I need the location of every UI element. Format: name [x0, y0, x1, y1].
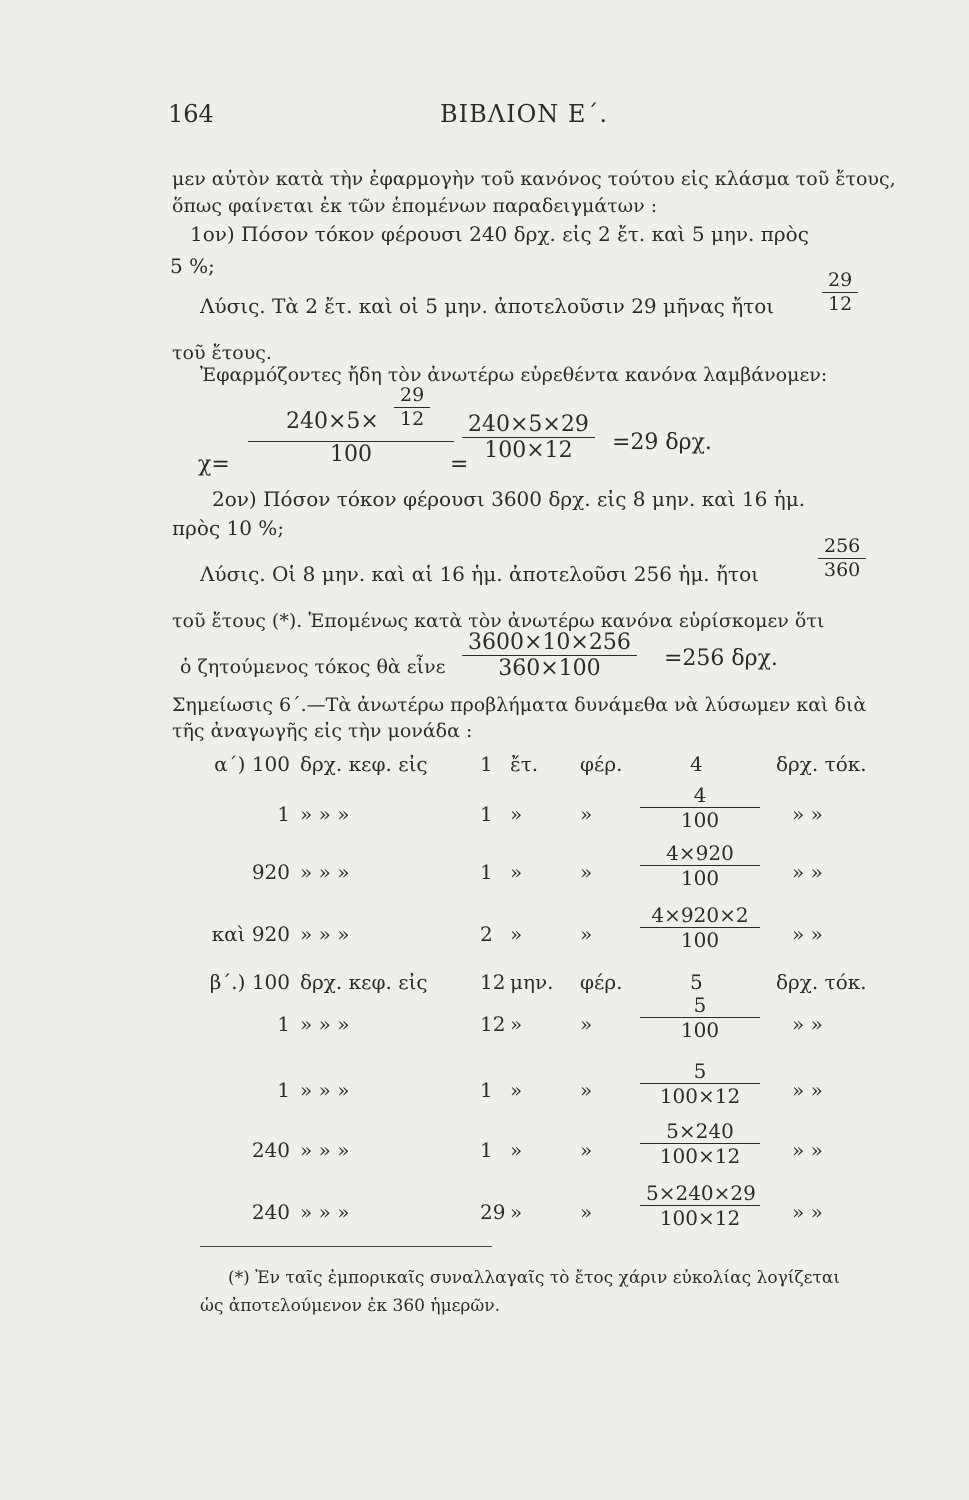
ex1-main-den: 100 — [330, 442, 372, 467]
ex2-frac-den: 360 — [824, 558, 861, 581]
table-a-row-frac-den: 100 — [680, 928, 720, 952]
table-a-row-n: 2 — [480, 922, 493, 946]
footnote-rule — [200, 1246, 492, 1247]
ex2-result-fraction — [462, 630, 637, 683]
intro-line-2: ὅπως φαίνεται ἐκ τῶν ἑπομένων παραδειγμάτων : — [172, 195, 658, 217]
ex1-main-num-prefix: 240×5× — [286, 409, 379, 434]
ex2-after: τοῦ ἔτους (*). Ἑπομένως κατὰ τὸν ἀνωτέρω κανόνα εὑρίσκομεν ὅτι — [172, 610, 825, 632]
ex1-frac-den: 12 — [828, 292, 853, 315]
table-b-row-tail: » » — [792, 1200, 823, 1224]
table-b-row-fraction — [640, 1182, 760, 1230]
table-a-row-label: καὶ 920 — [211, 922, 290, 946]
table-b-row-verb: » — [580, 1078, 593, 1102]
table-a-row-u2: » — [510, 860, 523, 884]
table-b-row-unit: δρχ. κεφ. εἰς — [300, 970, 428, 994]
ex1-solution: Λύσις. Τὰ 2 ἔτ. καὶ οἱ 5 μην. ἀποτελοῦσιν 29 μῆνας ἤτοι — [200, 294, 775, 318]
ex2-fraction — [818, 536, 866, 582]
ex2-res-num: 3600×10×256 — [462, 630, 637, 656]
table-a-row-u2: » — [510, 922, 523, 946]
ex1-second-den: 100×12 — [484, 438, 573, 464]
ex2-res-den: 360×100 — [498, 656, 601, 682]
table-a-row-unit: » » » — [300, 860, 350, 884]
table-b-row-fraction — [640, 994, 760, 1042]
table-b-row-frac-num: 5 — [640, 994, 760, 1018]
table-b-row-value: 5 — [690, 970, 703, 994]
table-a-row-fraction — [640, 784, 760, 832]
table-a-row-label: α΄) 100 — [214, 752, 290, 776]
table-b-row-u2: » — [510, 1078, 523, 1102]
table-b-row-unit: » » » — [300, 1012, 350, 1036]
table-b-row-verb: » — [580, 1138, 593, 1162]
table-a-row-n: 1 — [480, 802, 493, 826]
table-b-row-unit: » » » — [300, 1200, 350, 1224]
ex2-result: =256 δρχ. — [664, 646, 778, 671]
x-label: χ= — [198, 452, 230, 477]
table-b-row-tail: » » — [792, 1078, 823, 1102]
table-a-row-verb: » — [580, 860, 593, 884]
table-b-row-frac-num: 5×240×29 — [640, 1182, 760, 1206]
table-a-row-verb: » — [580, 922, 593, 946]
ex1-result: =29 δρχ. — [612, 430, 712, 455]
table-b-row-frac-num: 5 — [640, 1060, 760, 1084]
table-a-row-frac-num: 4 — [640, 784, 760, 808]
table-b-row-verb: » — [580, 1012, 593, 1036]
page-number: 164 — [168, 100, 214, 128]
table-b-row-label: 1 — [277, 1012, 290, 1036]
table-b-row-n: 1 — [480, 1138, 493, 1162]
table-a-row-n: 1 — [480, 860, 493, 884]
table-a-row-verb: » — [580, 802, 593, 826]
ex1-eq: = — [450, 452, 469, 477]
ex1-inner-num: 29 — [394, 385, 430, 408]
table-a-row-frac-num: 4×920 — [640, 842, 760, 866]
table-a-row-tail: » » — [792, 922, 823, 946]
note-line-2: τῆς ἀναγωγῆς εἰς τὴν μονάδα : — [172, 720, 473, 742]
ex1-second-num: 240×5×29 — [462, 412, 595, 438]
table-b-row-n: 1 — [480, 1078, 493, 1102]
table-b-row-frac-den: 100 — [680, 1018, 720, 1042]
table-b-row-frac-den: 100×12 — [659, 1084, 741, 1108]
ex2-solution: Λύσις. Οἱ 8 μην. καὶ αἱ 16 ἡμ. ἀποτελοῦσι 256 ἡμ. ἤτοι — [200, 562, 759, 586]
running-head: ΒΙΒΛΙΟΝ Ε΄. — [440, 100, 609, 128]
table-a-row-n: 1 — [480, 752, 493, 776]
ex1-after: τοῦ ἔτους. — [172, 342, 272, 364]
ex1-main-fraction — [248, 385, 454, 468]
table-a-row-frac-num: 4×920×2 — [640, 904, 760, 928]
table-a-row-frac-den: 100 — [680, 866, 720, 890]
table-a-row-tail: » » — [792, 860, 823, 884]
table-b-row-fraction — [640, 1060, 760, 1108]
table-b-row-unit: » » » — [300, 1138, 350, 1162]
table-a-row-value: 4 — [690, 752, 703, 776]
ex1-inner-fraction — [394, 385, 430, 431]
table-a-row-tail: δρχ. τόκ. — [776, 752, 867, 776]
ex1-main-num — [248, 385, 454, 442]
table-b-row-verb: φέρ. — [580, 970, 623, 994]
table-a-row-unit: » » » — [300, 922, 350, 946]
table-b-row-label: 240 — [251, 1138, 290, 1162]
footnote-line-1: (*) Ἐν ταῖς ἐμπορικαῖς συναλλαγαῖς τὸ ἔτος χάριν εὐκολίας λογίζεται — [228, 1268, 840, 1288]
table-b-row-tail: δρχ. τόκ. — [776, 970, 867, 994]
table-a-row-u2: » — [510, 802, 523, 826]
table-b-row-u2: » — [510, 1200, 523, 1224]
table-a-row-label: 920 — [251, 860, 290, 884]
table-a-row-fraction — [640, 904, 760, 952]
table-b-row-tail: » » — [792, 1138, 823, 1162]
ex1-inner-den: 12 — [400, 407, 425, 430]
table-b-row-u2: » — [510, 1138, 523, 1162]
ex2-sought: ὁ ζητούμενος τόκος θὰ εἶνε — [180, 656, 446, 678]
table-a-row-unit: δρχ. κεφ. εἰς — [300, 752, 428, 776]
table-b-row-label: β΄.) 100 — [209, 970, 290, 994]
table-a-row-unit: » » » — [300, 802, 350, 826]
table-b-row-u2: » — [510, 1012, 523, 1036]
footnote-line-2: ὡς ἀποτελούμενον ἐκ 360 ἡμερῶν. — [200, 1296, 501, 1316]
ex1-apply: Ἐφαρμόζοντες ἤδη τὸν ἀνωτέρω εὑρεθέντα κανόνα λαμβάνομεν: — [200, 364, 828, 386]
table-a-row-label: 1 — [277, 802, 290, 826]
table-a-row-tail: » » — [792, 802, 823, 826]
ex1-fraction — [822, 270, 858, 316]
table-a-row-frac-den: 100 — [680, 808, 720, 832]
ex1-second-fraction — [462, 412, 595, 465]
table-a-row-verb: φέρ. — [580, 752, 623, 776]
ex2-question: 2ον) Πόσον τόκον φέρουσι 3600 δρχ. εἰς 8 μην. καὶ 16 ἡμ. — [212, 487, 806, 511]
table-a-row-u2: ἔτ. — [510, 752, 539, 776]
table-b-row-frac-num: 5×240 — [640, 1120, 760, 1144]
table-b-row-n: 12 — [480, 1012, 506, 1036]
note-line-1: Σημείωσις 6΄.—Τὰ ἀνωτέρω προβλήματα δυνάμεθα νὰ λύσωμεν καὶ διὰ — [172, 694, 867, 716]
table-b-row-tail: » » — [792, 1012, 823, 1036]
table-b-row-fraction — [640, 1120, 760, 1168]
ex1-frac-num: 29 — [822, 270, 858, 293]
table-b-row-label: 240 — [251, 1200, 290, 1224]
table-b-row-unit: » » » — [300, 1078, 350, 1102]
table-b-row-verb: » — [580, 1200, 593, 1224]
table-b-row-frac-den: 100×12 — [659, 1144, 741, 1168]
table-a-row-fraction — [640, 842, 760, 890]
table-b-row-label: 1 — [277, 1078, 290, 1102]
table-b-row-frac-den: 100×12 — [659, 1206, 741, 1230]
ex1-question: 1ον) Πόσον τόκον φέρουσι 240 δρχ. εἰς 2 ἔτ. καὶ 5 μην. πρὸς — [190, 222, 809, 246]
table-b-row-u2: μην. — [510, 970, 554, 994]
ex1-question-cont: 5 %; — [170, 254, 215, 278]
ex2-frac-num: 256 — [818, 536, 866, 559]
ex2-question-cont: πρὸς 10 %; — [172, 516, 285, 540]
intro-line-1: μεν αὐτὸν κατὰ τὴν ἐφαρμογὴν τοῦ κανόνος τούτου εἰς κλάσμα τοῦ ἔτους, — [172, 168, 896, 190]
table-b-row-n: 12 — [480, 970, 506, 994]
table-b-row-n: 29 — [480, 1200, 506, 1224]
